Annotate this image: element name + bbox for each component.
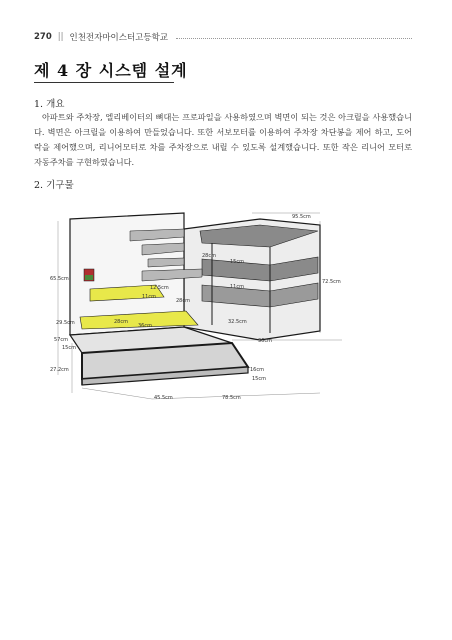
dim-28-c: 28cm xyxy=(114,319,128,325)
dim-15-shelf: 15cm xyxy=(230,259,244,265)
dim-12-5: 12.5cm xyxy=(150,285,169,291)
header-dotted-rule xyxy=(176,37,412,39)
chapter-title: 제 4 장 시스템 설계 xyxy=(34,61,188,80)
parking-base xyxy=(70,327,248,385)
dim-36-a: 36cm xyxy=(138,323,152,329)
header-separator: || xyxy=(57,32,64,42)
dim-45-5: 45.5cm xyxy=(154,395,173,401)
dim-65-5: 65.5cm xyxy=(50,276,69,282)
section-mechanism-heading: 2. 기구물 xyxy=(34,180,74,191)
dim-16: 16cm xyxy=(250,367,264,373)
mechanism-3d-figure xyxy=(52,203,392,406)
dim-11-b: 11cm xyxy=(230,284,244,290)
dim-15-floor: 15cm xyxy=(252,376,266,382)
chapter-title-underline xyxy=(34,82,174,83)
page-number: 270 xyxy=(34,32,52,42)
dim-29-5: 29.5cm xyxy=(56,320,75,326)
dim-32-5: 32.5cm xyxy=(228,319,247,325)
section-overview-heading: 1. 개요 xyxy=(34,99,65,110)
dim-36-b: 36cm xyxy=(258,338,272,344)
page-header xyxy=(34,30,412,44)
dim-27-2: 27.2cm xyxy=(50,367,69,373)
dim-28-a: 28cm xyxy=(202,253,216,259)
apartment-tower xyxy=(184,219,320,340)
dim-78-5: 78.5cm xyxy=(222,395,241,401)
dim-95-5-top: 95.5cm xyxy=(292,214,311,220)
dim-72-5: 72.5cm xyxy=(322,279,341,285)
mechanism-3d-drawing xyxy=(52,203,392,406)
school-name: 인천전자마이스터고등학교 xyxy=(69,33,169,43)
dim-28-b: 28cm xyxy=(176,298,190,304)
dim-11-a: 11cm xyxy=(142,294,156,300)
section-overview-body: 아파트와 주차장, 엘리베이터의 뼈대는 프로파일을 사용하였으며 벽면이 되는 것은 아크릴을 사용했습니다. 벽면은 아크릴을 이용하여 만들었습니다. 또한 서보모터를 이용하여 주차장 차단봉을 제어 하고, 도어락을 제어했으며, 리니어모터로 차를 주차장으로 내릴 수 있도록 설계했습니다. 또한 작은 리니어 모터로 자동주차를 구현하였습니다. xyxy=(34,112,412,167)
dim-57-left: 57cm xyxy=(54,337,68,343)
dim-15-left: 15cm xyxy=(62,345,76,351)
